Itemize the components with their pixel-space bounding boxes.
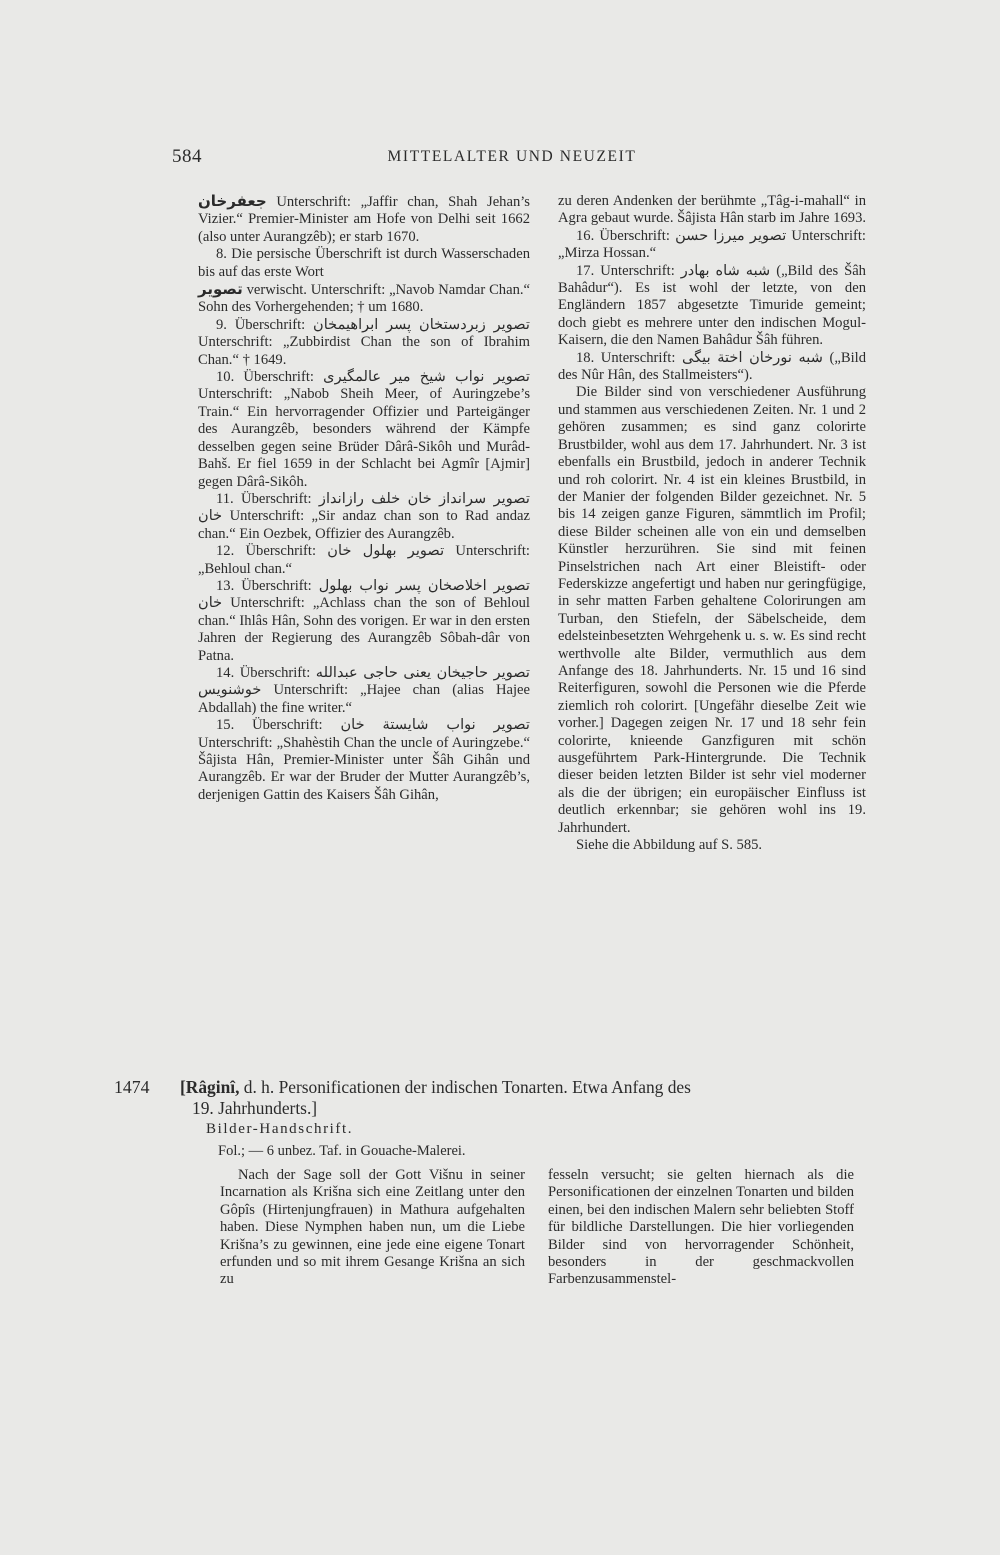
paragraph-text: 10. Überschrift: تصوير نواب شيخ مير عالمگيرى Unterschrift: „Nabob Sheih Meer, of Auringzebe’s Train.“ Ein hervorragender Offizier und Parteigänger des Aurangzêb, besonders während der Kämpfe desselben gegen seine Brüder Dârâ-Sikôh und Murâd-Bahš. Er fiel 1659 in der Schlacht bei Agmîr [Ajmir] gegen Dârâ-Sikôh. [198, 369, 530, 490]
paragraph [198, 491, 530, 543]
paragraph [198, 246, 530, 281]
paragraph [558, 228, 866, 263]
paragraph [558, 384, 866, 837]
paragraph [198, 665, 530, 717]
bottom-right-column [548, 1167, 854, 1289]
paragraph-text: 13. Überschrift: تصوير اخلاصخان پسر نواب بهلول خان Unterschrift: „Achlass chan the son of Behloul chan.“ Ihlâs Hân, Sohn des vorigen. Er war in den ersten Jahren der Regierung des Aurangzêb Sôbah-dâr von Patna. [198, 577, 530, 664]
paragraph [198, 717, 530, 804]
paragraph-text: Die Bilder sind von verschiedener Ausführung und stammen aus verschiedenen Zeiten. Nr. 1 und 2 gehören zusammen; es sind ganz colorirte Brustbilder, wohl aus dem 17. Jahrhundert. Nr. 3 ist ebenfalls ein Brustbild, jedoch in anderer Technik und roh colorirt. Nr. 4 ist ein kleines Brustbild, in der Manier der folgenden Bilder gezeichnet. Nr. 5 bis 14 zeigen ganze Figuren, sämmtlich im Profil; diese Bilder scheinen alle von ein und demselben Künstler herzurühren. Sie sind mit feinen Pinselstrichen nach Art einer Bleistift- oder Federskizze angefertigt und haben nur geringfügige, in sehr matten Farben gehaltene Colorirungen am Turban, den Stiefeln, der Säbelscheide, dem edelsteinbesetzten Wehrgehenk u. s. w. Es sind recht werthvolle alte Bilder, vermuthlich aus dem Anfange des 18. Jahrhunderts. Nr. 15 und 16 sind Reiterfiguren, sowohl die Personen wie die Pferde ziemlich roh colorirt. [Ungefähr dieselbe Zeit wie vorher.] Dagegen zeigen Nr. 17 und 18 sehr fein colorirte, knieende Ganzfiguren mit schön ausgeführtem Park-Hintergrunde. Die Technik dieser beiden letzten Bilder ist sehr viel moderner als die der übrigen; ein europäischer Einfluss ist deutlich erkennbar; sie gehören wohl ins 19. Jahrhundert. [558, 384, 866, 836]
entry-number: 1474 [114, 1077, 150, 1097]
paragraph-text: 11. Überschrift: تصوير سرانداز خان خلف رازانداز خان Unterschrift: „Sir andaz chan son to Rad andaz chan.“ Ein Oezbek, Offizier des Aurangzêb. [198, 490, 530, 542]
paragraph [558, 263, 866, 350]
entry-type: Bilder-Handschrift. [206, 1121, 354, 1137]
persian-heading: جعفرخان [198, 192, 267, 210]
paragraph-text: verwischt. Unterschrift: „Navob Namdar Chan.“ Sohn des Vorhergehenden; † um 1680. [198, 282, 530, 316]
paragraph-text: 14. Überschrift: تصوير حاجيخان يعنى حاجى عبدالله خوشنويس Unterschrift: „Hajee chan (alias Hajee Abdallah) the fine writer.“ [198, 664, 530, 716]
paragraph-text: 16. Überschrift: تصوير ميرزا حسن Unterschrift: „Mirza Hossan.“ [558, 227, 866, 262]
catalog-entry-heading [114, 1077, 859, 1119]
paragraph [198, 543, 530, 578]
paragraph [198, 281, 530, 317]
paragraph-text: 12. Überschrift: تصوير بهلول خان Unterschrift: „Behloul chan.“ [198, 543, 530, 577]
paragraph-text: 8. Die persische Überschrift ist durch Wasserschaden bis auf das erste Wort [198, 246, 530, 280]
paragraph [198, 317, 530, 369]
paragraph-text: 17. Unterschrift: شبه شاه بهادر („Bild des Šâh Bahâdur“). Es ist wohl der letzte, von den Engländern 1857 abgesetzte Timuride gemeint; doch giebt es mehrere unter den indischen Mogul-Kaisern, die den Namen Bahâdur Šâh führen. [558, 262, 866, 349]
page-header [172, 146, 852, 170]
paragraph [198, 369, 530, 491]
bottom-left-column [220, 1167, 525, 1289]
paragraph-text: zu deren Andenken der berühmte „Tâg-i-mahall“ in Agra gebaut wurde. Šâjista Hân starb im Jahre 1693. [558, 193, 867, 227]
entry-format: Fol.; — 6 unbez. Taf. in Gouache-Malerei. [218, 1143, 466, 1159]
entry-title: d. h. Personificationen der indischen Tonarten. Etwa Anfang des [239, 1077, 691, 1097]
paragraph [558, 193, 866, 228]
bottom-left-paragraph: Nach der Sage soll der Gott Višnu in seiner Incarnation als Krišna sich eine Zeitlang unter den Gôpîs (Hirtenjungfrauen) in Mathura aufgehalten haben. Diese Nymphen haben nun, um die Liebe Krišna’s zu gewinnen, eine jede eine eigene Tonart erfunden und so mit ihrem Gesange Krišna an sich zu [220, 1167, 525, 1288]
paragraph [558, 837, 866, 854]
entry-title-bold: [Râginî, [180, 1077, 240, 1097]
paragraph-text: Unterschrift: „Jaffir chan, Shah Jehan’s Vizier.“ Premier-Minister am Hofe von Delhi seit 1662 (also unter Aurangzêb); er starb 1670. [198, 194, 530, 245]
paragraph-text: 18. Unterschrift: شبه نورخان اختة بيگى („Bild des Nûr Hân, des Stallmeisters“). [558, 349, 866, 384]
paragraph [558, 350, 866, 385]
paragraph-text: 15. Überschrift: تصوير نواب شايستة خان Unterschrift: „Shahèstih Chan the uncle of Auringzebe.“ Šâjista Hân, Premier-Minister unter Šâh Gihân und Aurangzêb. Er war der Bruder der Mutter Aurangzêb’s, derjenigen Gattin des Kaisers Šâh Gihân, [198, 717, 530, 803]
paragraph-text: 9. Überschrift: تصوير زبردستخان پسر ابراهيمخان Unterschrift: „Zubbirdist Chan the son of Ibrahim Chan.“ † 1649. [198, 316, 530, 368]
entry-title-continuation: 19. Jahrhunderts.] [192, 1098, 318, 1118]
running-title: MITTELALTER UND NEUZEIT [387, 148, 637, 165]
left-column [198, 193, 530, 804]
paragraph [198, 578, 530, 665]
page-number: 584 [172, 146, 202, 167]
paragraph-text: Siehe die Abbildung auf S. 585. [576, 837, 763, 854]
paragraph [198, 193, 530, 246]
right-column [558, 193, 866, 854]
persian-heading: تصوير [198, 280, 243, 299]
bottom-right-paragraph: fesseln versucht; sie gelten hiernach als die Personificationen der einzelnen Tonarten und bilden einen, bei den indischen Malern sehr beliebten Stoff für bildliche Darstellungen. Die hier vorliegenden Bilder sind von hervorragender Schönheit, besonders in der geschmackvollen Farbenzusammenstel- [548, 1167, 854, 1288]
